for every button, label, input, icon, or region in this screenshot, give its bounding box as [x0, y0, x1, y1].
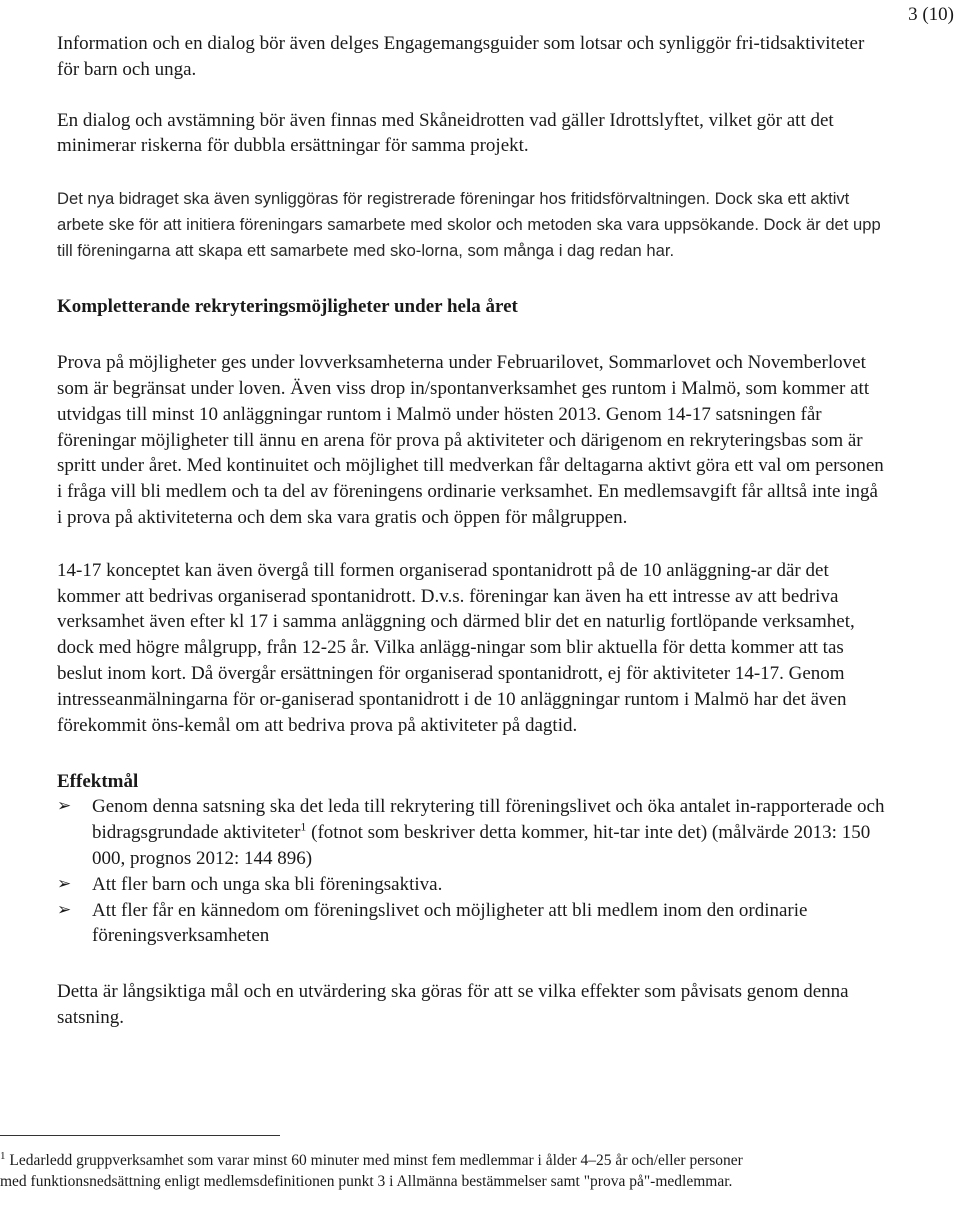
list-item — [57, 794, 887, 871]
paragraph-14-17-concept: 14-17 konceptet kan även övergå till formen organiserad spontanidrott på de 10 anläggning-ar där det kommer att bedrivas organiserad spontanidrott. D.v.s. föreningar kan även ha ett intresse av att bedriva verksamhet även efter kl 17 i samma anläggning och därmed blir det en naturlig fortlöpande verksamhet, dock med högre målgrupp, från 12-25 år. Vilka anlägg-ningar som blir aktuella för detta kommer att tas beslut inom kort. Då övergår ersättningen för organiserad spontanidrott, ej för aktiviteter 14-17. Genom intresseanmälningarna för or-ganiserad spontanidrott i de 10 anläggningar runtom i Malmö har det även förekommit öns-kemål om att bedriva prova på aktiviteter på dagtid. — [57, 559, 855, 736]
arrowhead-bullet-icon: ➢ — [57, 899, 72, 920]
arrowhead-bullet-icon: ➢ — [57, 796, 72, 817]
footnote-reference: 1 — [300, 819, 307, 834]
bullet-text: Att fler får en kännedom om föreningslivet och möjligheter att bli medlem inom den ordinarie föreningsverksamheten — [92, 899, 808, 947]
footnote-divider — [0, 1135, 280, 1136]
paragraph-new-grant: Det nya bidraget ska även synliggöras för registrerade föreningar hos fritidsförvaltningen. Dock ska ett aktivt arbete ske för att initiera föreningars samarbete med skolor och metoden ska vara uppsökande. Dock är det upp till föreningarna att skapa ett samarbete med sko-lorna, som många i dag redan har. — [57, 189, 881, 261]
footnote-marker: 1 — [0, 1149, 6, 1162]
list-item — [57, 872, 887, 898]
bullet-text-continued: (fotnot som beskriver detta kommer, hit-tar inte det) (målvärde 2013: 150 000, prognos 2012: 144 896) — [92, 822, 871, 869]
goals-list — [57, 794, 887, 949]
bullet-text: Att fler barn och unga ska bli föreningsaktiva. — [92, 873, 443, 895]
page-number: 3 (10) — [908, 4, 954, 25]
paragraph-engagement-guides: Information och en dialog bör även delges Engagemangsguider som lotsar och synliggör fri-tidsaktiviteter för barn och unga. — [57, 33, 865, 80]
heading-recruitment: Kompletterande rekryteringsmöjligheter under hela året — [57, 296, 518, 318]
list-item — [57, 898, 887, 950]
document-body — [57, 31, 887, 1031]
arrowhead-bullet-icon: ➢ — [57, 873, 72, 894]
paragraph-long-term-goals: Detta är långsiktiga mål och en utvärdering ska göras för att se vilka effekter som påvisats genom denna satsning. — [57, 981, 849, 1028]
footnote — [0, 1150, 760, 1192]
paragraph-skaneidrotten: En dialog och avstämning bör även finnas med Skåneidrotten vad gäller Idrottslyftet, vilket gör att det minimerar riskerna för dubbla ersättningar för samma projekt. — [57, 109, 834, 157]
paragraph-try-out: Prova på möjligheter ges under lovverksamheterna under Februarilovet, Sommarlovet och Novemberlovet som är begränsat under loven. Även viss drop in/spontanverksamhet ges runtom i Malmö, som kommer att utvidgas till minst 10 anläggningar runtom i Malmö under hösten 2013. Genom 14-17 satsningen får föreningar möjligheter till ännu en arena för prova på aktiviteter och därigenom en rekryteringsbas som är spritt under året. Med kontinuitet och möjlighet till medverkan får deltagarna aktivt göra ett val om personen i fråga vill bli medlem och ta del av föreningens ordinarie verksamhet. En medlemsavgift får alltså inte ingå i prova på aktiviteterna och dem ska vara gratis och öppen för målgruppen. — [57, 352, 884, 528]
heading-effect-goals: Effektmål — [57, 771, 139, 793]
bullet-text: Genom denna satsning ska det leda till rekrytering till föreningslivet och öka antalet in-rapporterade och bidragsgrundade aktiviteter — [92, 796, 885, 844]
footnote-text: Ledarledd gruppverksamhet som varar minst 60 minuter med minst fem medlemmar i ålder 4–25 år och/eller personer med funktionsnedsättning enligt medlemsdefinitionen punkt 3 i Allmänna bestämmelser samt "prova på"-medlemmar. — [0, 1152, 743, 1190]
